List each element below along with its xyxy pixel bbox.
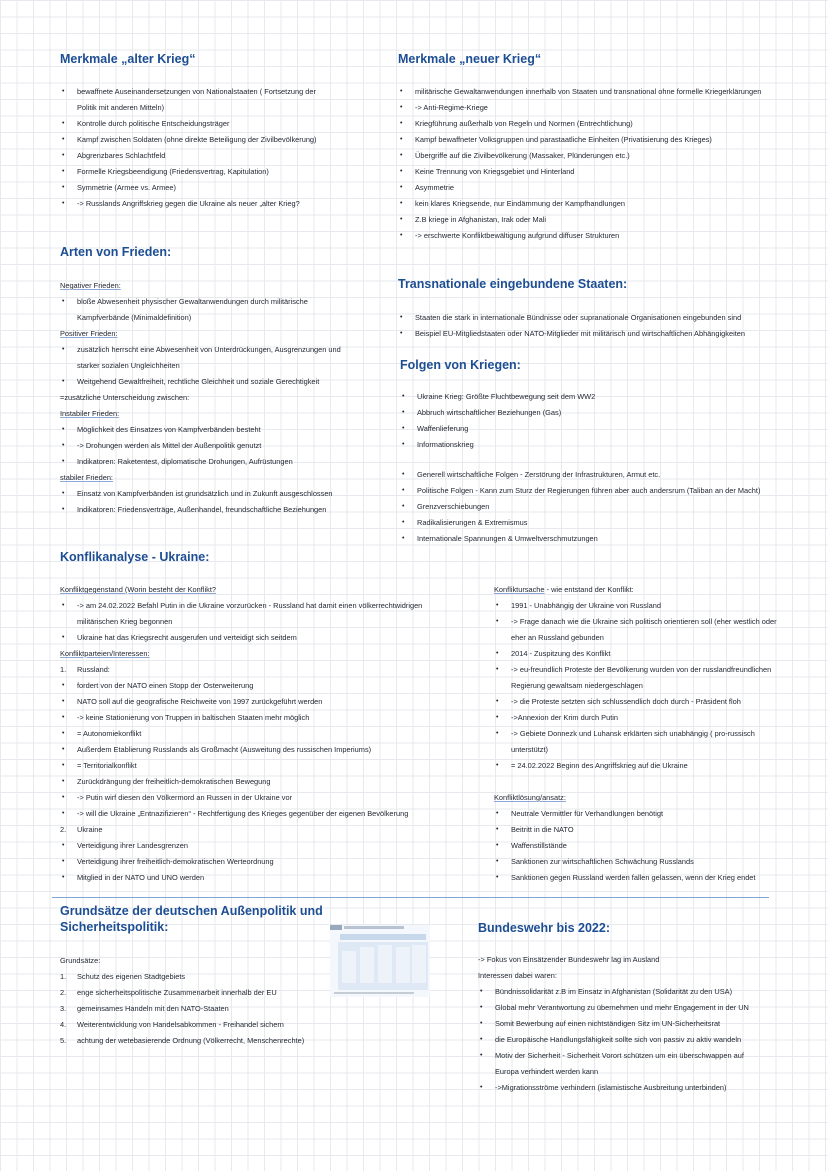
list-item: • -> eu-freundlich Proteste der Bevölkerung wurden von der russlandfreundlichen	[494, 662, 824, 678]
list-item: • = Territorialkonflikt	[60, 758, 490, 774]
alter-krieg-list	[60, 84, 390, 212]
folgen-section	[400, 357, 825, 547]
thumbnail-box-2	[360, 947, 374, 983]
list-item: • Außerdem Etablierung Russlands als Großmacht (Ausweitung des russischen Imperiums)	[60, 742, 490, 758]
list-item: • -> erschwerte Konfliktbewältigung aufgrund diffuser Strukturen	[398, 228, 823, 244]
konflikt-title: Konflikanalyse - Ukraine:	[60, 550, 210, 564]
bundeswehr-title: Bundeswehr bis 2022:	[478, 921, 610, 935]
neuer-krieg-title: Merkmale „neuer Krieg“	[398, 52, 542, 66]
thumbnail-caption-line	[344, 926, 404, 929]
folgen-list-a	[400, 389, 825, 453]
list-item: • Kampf zwischen Soldaten (ohne direkte Beteiligung der Zivilbevölkerung)	[60, 132, 390, 148]
list-item: • Waffenlieferung	[400, 421, 825, 437]
thumbnail-banner	[340, 934, 426, 940]
numbered-item: 1. Schutz des eigenen Stadtgebiets	[60, 969, 380, 985]
list-item: • zusätzlich herrscht eine Abwesenheit von Unterdrückungen, Ausgrenzungen und	[60, 342, 390, 358]
numbered-item: 4. Weiterentwicklung von Handelsabkommen - Freihandel sichern	[60, 1017, 380, 1033]
frieden-list	[60, 278, 390, 518]
list-item: • Kampf bewaffneter Volksgruppen und parastaatliche Einheiten (Privatisierung des Krieges)	[398, 132, 823, 148]
list-item: • militärische Gewaltanwendungen innerhalb von Staaten und transnational ohne formelle Kriegerklärungen	[398, 84, 823, 100]
list-item: • Verteidigung ihrer freiheitlich-demokratischen Werteordnung	[60, 854, 490, 870]
konfliktursache-text: - wie entstand der Konflikt:	[544, 585, 634, 594]
list-item: • ->Annexion der Krim durch Putin	[494, 710, 824, 726]
list-item: • 2014 - Zuspitzung des Konflikt	[494, 646, 824, 662]
list-item: • Somit Bewerbung auf einen nichtständigen Sitz im UN-Sicherheitsrat	[478, 1016, 823, 1032]
list-item: • -> Putin wirf diesen den Völkermord an Russen in der Ukraine vor	[60, 790, 490, 806]
list-item: • Motiv der Sicherheit - Sicherheit Vorort schützen um ein überschwappen auf	[478, 1048, 823, 1064]
subheading: Instabiler Frieden:	[60, 409, 120, 418]
list-item: • Grenzverschiebungen	[400, 499, 825, 515]
bundeswehr-section	[478, 920, 823, 1096]
list-item: • Kontrolle durch politische Entscheidungsträger	[60, 116, 390, 132]
thumbnail-box-3	[378, 945, 392, 983]
list-item: • Z.B kriege in Afghanistan, Irak oder Mali	[398, 212, 823, 228]
alter-krieg-title: Merkmale „alter Krieg“	[60, 52, 196, 66]
numbered-item: 2. enge sicherheitspolitische Zusammenarbeit innerhalb der EU	[60, 985, 380, 1001]
list-item: • Bündnissolidarität z.B im Einsatz in Afghanistan (Solidarität zu den USA)	[478, 984, 823, 1000]
list-item: • Möglichkeit des Einsatzes von Kampfverbänden besteht	[60, 422, 390, 438]
subheading	[494, 582, 824, 598]
subheading: Positiver Frieden:	[60, 329, 118, 338]
list-item: • = Autonomiekonflikt	[60, 726, 490, 742]
alter-krieg-section	[60, 51, 390, 212]
list-item: • bloße Abwesenheit physischer Gewaltanwendungen durch militärische	[60, 294, 390, 310]
frieden-title: Arten von Frieden:	[60, 245, 172, 259]
thumbnail-box-1	[342, 951, 356, 983]
list-item: eher an Russland gebunden	[511, 633, 604, 642]
numbered-item: 2. Ukraine	[60, 822, 490, 838]
list-item: • Beispiel EU-Mitgliedstaaten oder NATO-Mitglieder mit militärisch und wirtschaftlichen Abhängigkeiten	[398, 326, 823, 342]
list-item: • Politische Folgen - Kann zum Sturz der Regierungen führen aber auch andersrum (Taliban an der Macht)	[400, 483, 825, 499]
konflikt-right-list	[494, 582, 824, 886]
transnational-section	[398, 276, 823, 342]
numbered-item: 5. achtung der wetebasierende Ordnung (Völkerrecht, Menschenrechte)	[60, 1033, 380, 1049]
folgen-title: Folgen von Kriegen:	[400, 358, 521, 372]
neuer-krieg-list	[398, 84, 823, 244]
list-item: • Staaten die stark in internationale Bündnisse oder supranationale Organisationen eingebunden sind	[398, 310, 823, 326]
list-item: starker sozialen Ungleichheiten	[77, 361, 180, 370]
subheading: Konfliktlösung/ansatz:	[494, 793, 566, 802]
list-item: • Abgrenzbares Schlachtfeld	[60, 148, 390, 164]
list-item: • Neutrale Vermittler für Verhandlungen benötigt	[494, 806, 824, 822]
list-item: • Einsatz von Kampfverbänden ist grundsätzlich und in Zukunft ausgeschlossen	[60, 486, 390, 502]
list-item: • fordert von der NATO einen Stopp der Osterweiterung	[60, 678, 490, 694]
list-item: unterstützt)	[511, 745, 548, 754]
subheading: Konfliktparteien/Interessen:	[60, 649, 150, 658]
folgen-list-b	[400, 467, 825, 547]
list-item: • Asymmetrie	[398, 180, 823, 196]
bundeswehr-list	[478, 952, 823, 1096]
list-item: • Indikatoren: Raketentest, diplomatische Drohungen, Aufrüstungen	[60, 454, 390, 470]
section-divider	[52, 897, 769, 898]
list-item: • -> die Proteste setzten sich schlussendlich doch durch - Präsident floh	[494, 694, 824, 710]
list-item: • Sanktionen gegen Russland werden fallen gelassen, wenn der Krieg endet	[494, 870, 824, 886]
list-item: • Zurückdrängung der freiheitlich-demokratischen Bewegung	[60, 774, 490, 790]
list-item: • = 24.02.2022 Beginn des Angriffskrieg auf die Ukraine	[494, 758, 824, 774]
konfliktursache-label: Konfliktursache	[494, 585, 545, 594]
list-item: • Mitglied in der NATO und UNO werden	[60, 870, 490, 886]
konflikt-left	[60, 582, 490, 886]
diagram-thumbnail	[330, 925, 430, 997]
list-item: • ->Migrationsströme verhindern (islamistische Ausbreitung unterbinden)	[478, 1080, 823, 1096]
list-item: • Internationale Spannungen & Umweltverschmutzungen	[400, 531, 825, 547]
bundeswehr-intro: Interessen dabei waren:	[478, 971, 557, 980]
list-item: Europa verhindert werden kann	[495, 1067, 599, 1076]
list-item: • Indikatoren: Friedensverträge, Außenhandel, freundschaftliche Beziehungen	[60, 502, 390, 518]
thumbnail-footnote	[334, 992, 414, 994]
list-item: • Abbruch wirtschaftlicher Beziehungen (Gas)	[400, 405, 825, 421]
list-item: Politik mit anderen Mitteln)	[77, 103, 165, 112]
list-item: • Weitgehend Gewaltfreiheit, rechtliche Gleichheit und soziale Gerechtigkeit	[60, 374, 390, 390]
bundeswehr-intro: -> Fokus von Einsätzender Bundeswehr lag im Ausland	[478, 955, 660, 964]
list-item: • die Europäische Handlungsfähigkeit sollte sich von passiv zu aktiv wandeln	[478, 1032, 823, 1048]
list-item: • Waffenstillstände	[494, 838, 824, 854]
grundsaetze-label: Grundsätze:	[60, 956, 101, 965]
grundsaetze-title-1: Grundsätze der deutschen Außenpolitik und	[60, 904, 323, 918]
transnational-title: Transnationale eingebundene Staaten:	[398, 277, 628, 291]
konflikt-left-list	[60, 582, 490, 886]
list-item: • Symmetrie (Armee vs. Armee)	[60, 180, 390, 196]
list-item: • 1991 - Unabhängig der Ukraine von Russland	[494, 598, 824, 614]
list-item: • Generell wirtschaftliche Folgen - Zerstörung der Infrastrukturen, Armut etc.	[400, 467, 825, 483]
list-item: • Verteidigung ihrer Landesgrenzen	[60, 838, 490, 854]
list-item: • -> will die Ukraine „Entnazifizieren“ - Rechtfertigung des Krieges gegenüber der eigenen Bevölkerung	[60, 806, 490, 822]
thumbnail-box-4	[396, 947, 410, 983]
list-item: • Informationskrieg	[400, 437, 825, 453]
list-item: • Sanktionen zur wirtschaftlichen Schwächung Russlands	[494, 854, 824, 870]
numbered-item: 3. gemeinsames Handeln mit den NATO-Staaten	[60, 1001, 380, 1017]
list-item: • NATO soll auf die geografische Reichweite von 1997 zurückgeführt werden	[60, 694, 490, 710]
list-item: • -> keine Stationierung von Truppen in baltischen Staaten mehr möglich	[60, 710, 490, 726]
frieden-section	[60, 244, 390, 518]
subheading: stabiler Frieden:	[60, 473, 113, 482]
list-item: • Übergriffe auf die Zivilbevölkerung (Massaker, Plünderungen etc.)	[398, 148, 823, 164]
subheading: Konfliktgegenstand (Worin besteht der Konflikt?	[60, 585, 216, 594]
grundsaetze-title-2: Sicherheitspolitik:	[60, 920, 169, 934]
list-item: • Radikalisierungen & Extremismus	[400, 515, 825, 531]
list-item: • -> Drohungen werden als Mittel der Außenpolitik genutzt	[60, 438, 390, 454]
list-item: • Beitritt in die NATO	[494, 822, 824, 838]
list-item: Kampfverbände (Minimaldefinition)	[77, 313, 192, 322]
list-item: • Global mehr Verantwortung zu übernehmen und mehr Engagement in der UN	[478, 1000, 823, 1016]
list-item: • kein klares Kriegsende, nur Eindämmung der Kampfhandlungen	[398, 196, 823, 212]
list-item: • -> Anti-Regime-Kriege	[398, 100, 823, 116]
list-item: =zusätzliche Unterscheidung zwischen:	[60, 393, 190, 402]
list-item: • Ukraine Krieg: Größte Fluchtbewegung seit dem WW2	[400, 389, 825, 405]
list-item: • -> Frage danach wie die Ukraine sich politisch orientieren soll (eher westlich oder	[494, 614, 824, 630]
list-item: militärischen Krieg begonnen	[77, 617, 173, 626]
list-item: • -> Gebiete Donnezk und Luhansk erklärten sich unabhängig ( pro-russisch	[494, 726, 824, 742]
list-item: • Ukraine hat das Kriegsrecht ausgerufen und verteidigt sich seitdem	[60, 630, 490, 646]
transnational-list	[398, 310, 823, 342]
list-item: • -> am 24.02.2022 Befahl Putin in die Ukraine vorzurücken - Russland hat damit einen völkerrechtwidrigen	[60, 598, 490, 614]
konflikt-right	[494, 582, 824, 886]
list-item: • bewaffnete Auseinandersetzungen von Nationalstaaten ( Fortsetzung der	[60, 84, 390, 100]
thumbnail-box-5	[412, 945, 426, 983]
list-item: • -> Russlands Angriffskrieg gegen die Ukraine als neuer „alter Krieg?	[60, 196, 390, 212]
list-item: • Keine Trennung von Kriegsgebiet und Hinterland	[398, 164, 823, 180]
thumbnail-header-bar	[330, 925, 342, 930]
numbered-item: 1. Russland:	[60, 662, 490, 678]
spacer	[494, 774, 824, 790]
list-item: Regierung gewaltsam niedergeschlagen	[511, 681, 643, 690]
list-item: • Formelle Kriegsbeendigung (Friedensvertrag, Kapitulation)	[60, 164, 390, 180]
neuer-krieg-section	[398, 51, 823, 244]
list-item: • Kriegführung außerhalb von Regeln und Normen (Entrechtlichung)	[398, 116, 823, 132]
subheading: Negativer Frieden:	[60, 281, 121, 290]
